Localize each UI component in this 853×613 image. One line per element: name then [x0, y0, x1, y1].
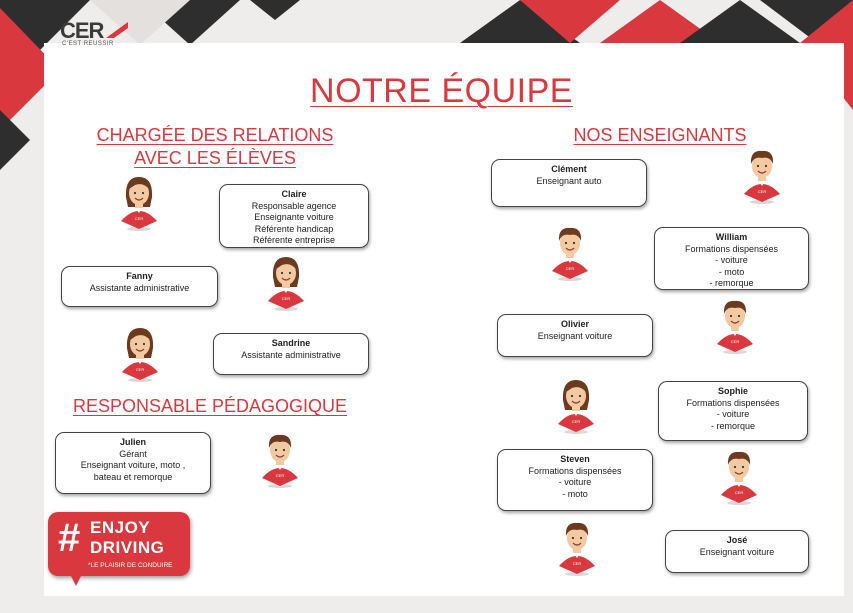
- badge-line1: ENJOY: [90, 518, 151, 537]
- card-clement: [491, 159, 647, 207]
- avatar-william: [548, 223, 592, 283]
- card-name: Clément: [551, 164, 587, 174]
- card-sophie: [658, 381, 808, 441]
- card-line: Enseignant auto: [536, 175, 602, 186]
- card-line: - voiture: [558, 477, 592, 487]
- card-steven: [497, 449, 653, 511]
- avatar-steven: [717, 447, 761, 507]
- card-name: Steven: [560, 454, 590, 464]
- card-line: - moto: [562, 488, 588, 499]
- card-line: Gérant: [119, 448, 147, 459]
- avatar-shirt-text: CER: [734, 490, 744, 495]
- card-line: Responsable agence: [251, 200, 337, 211]
- card-line: Enseignant voiture: [537, 330, 613, 341]
- badge-tail: [68, 570, 84, 586]
- avatar-julien: [258, 430, 302, 490]
- card-line: Enseignante voiture: [254, 212, 334, 222]
- card-name: William: [715, 232, 748, 242]
- avatar-jose: [555, 518, 599, 578]
- avatar-shirt-text: CER: [134, 216, 144, 221]
- card-jose: [665, 530, 809, 573]
- badge-hash: #: [58, 516, 81, 560]
- card-olivier: [497, 314, 653, 357]
- card-william: [654, 227, 809, 290]
- card-line: Référente entreprise: [252, 235, 336, 245]
- section-relations-line1: CHARGÉE DES RELATIONS: [96, 125, 334, 145]
- card-line: Formations dispensées: [686, 397, 780, 408]
- card-line: Enseignant voiture, moto ,: [80, 460, 186, 470]
- avatar-shirt-text: CER: [135, 367, 145, 372]
- logo-chevron-icon: [106, 22, 128, 38]
- avatar-shirt-text: CER: [275, 473, 285, 478]
- card-line: - voiture: [716, 409, 750, 419]
- avatar-clement: [740, 146, 784, 206]
- card-name: Sandrine: [271, 338, 311, 348]
- card-name: Olivier: [560, 319, 589, 329]
- card-line: Assistante administrative: [241, 349, 341, 360]
- badge-line2: DRIVING: [90, 538, 165, 557]
- section-pedagogic: RESPONSABLE PÉDAGOGIQUE: [72, 396, 348, 416]
- card-line: - remorque: [709, 278, 754, 288]
- section-teachers: NOS ENSEIGNANTS: [573, 125, 747, 145]
- section-relations: [80, 124, 350, 170]
- avatar-shirt-text: CER: [281, 296, 291, 301]
- card-claire: [219, 184, 369, 248]
- card-line: Assistante administrative: [89, 282, 190, 293]
- card-name: José: [726, 535, 748, 545]
- card-line: bateau et remorque: [93, 471, 173, 482]
- card-line: - moto: [718, 266, 745, 277]
- avatar-sophie: [554, 376, 598, 436]
- cer-logo: [60, 18, 140, 48]
- card-line: Enseignant voiture: [699, 546, 775, 557]
- avatar-sandrine: [118, 324, 162, 384]
- avatar-fanny: [264, 253, 308, 313]
- card-name: Claire: [281, 189, 307, 199]
- card-fanny: [61, 266, 218, 307]
- card-line: Formations dispensées: [684, 243, 779, 254]
- avatar-shirt-text: CER: [757, 189, 767, 194]
- section-relations-line2: AVEC LES ÉLÈVES: [134, 148, 296, 168]
- avatar-shirt-text: CER: [565, 266, 575, 271]
- card-julien: [55, 432, 211, 494]
- card-sandrine: [213, 333, 369, 375]
- logo-tagline: C'EST REUSSIR: [62, 41, 114, 47]
- avatar-claire: [117, 173, 161, 233]
- card-line: Formations dispensées: [528, 465, 622, 476]
- card-line: - remorque: [710, 420, 755, 431]
- card-name: Fanny: [126, 271, 153, 281]
- enjoy-driving-badge: [48, 512, 190, 578]
- card-name: Julien: [119, 437, 146, 447]
- card-name: Sophie: [717, 386, 748, 396]
- badge-subtitle: *LE PLAISIR DE CONDUIRE: [88, 562, 173, 569]
- card-line: Référente handicap: [254, 223, 334, 234]
- avatar-shirt-text: CER: [730, 339, 740, 344]
- avatar-olivier: [713, 296, 757, 356]
- page-title: NOTRE ÉQUIPE: [310, 72, 573, 110]
- avatar-shirt-text: CER: [572, 561, 582, 566]
- avatar-shirt-text: CER: [571, 419, 581, 424]
- card-line: - voiture: [715, 255, 748, 265]
- logo-mark: CER: [60, 18, 104, 43]
